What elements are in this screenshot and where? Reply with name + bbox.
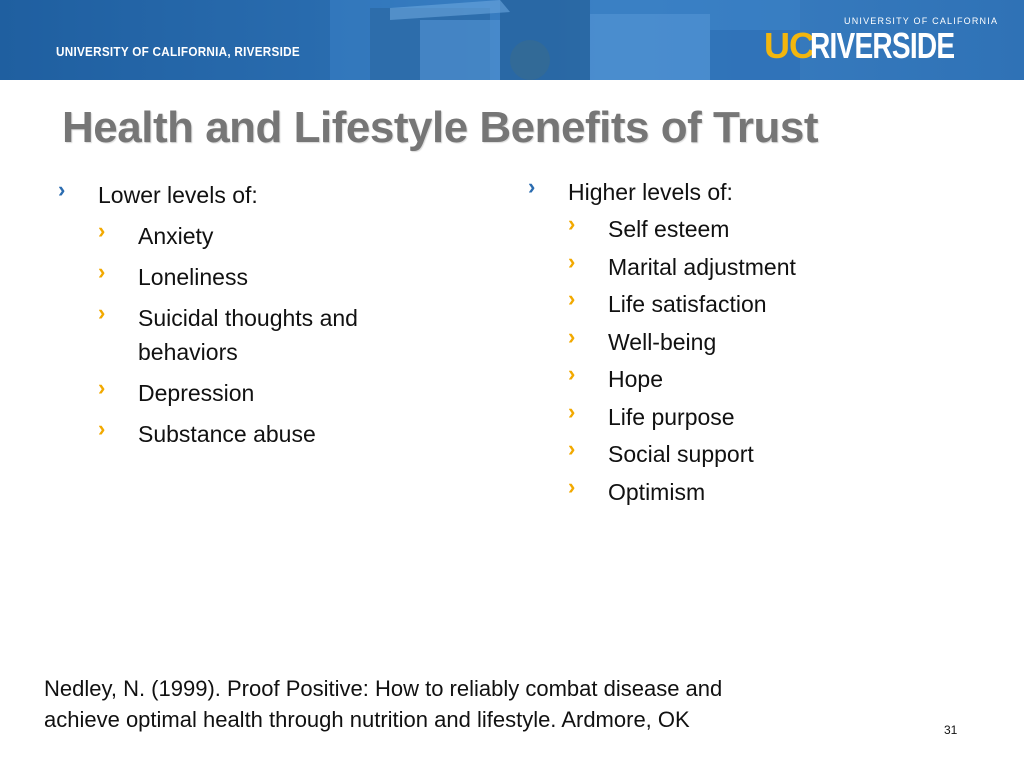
list-item-label: Life satisfaction (608, 291, 767, 317)
header-banner (0, 0, 1024, 80)
chevron-right-icon: › (98, 300, 106, 325)
left-column (58, 178, 478, 468)
chevron-right-icon: › (528, 174, 536, 199)
list-item (98, 417, 316, 451)
list-item (568, 437, 754, 471)
list-item (98, 301, 358, 335)
list-item (98, 260, 248, 294)
chevron-right-icon: › (568, 474, 576, 499)
list-item (568, 325, 716, 359)
ucr-logo (764, 12, 999, 72)
list-item-label: Loneliness (138, 264, 248, 290)
logo-uc: UC (764, 25, 814, 66)
list-item-label: Optimism (608, 479, 706, 505)
list-item-label: Self esteem (608, 216, 730, 242)
citation-line-1: Nedley, N. (1999). Proof Positive: How to reliably combat disease and (44, 676, 723, 701)
list-item-label: Hope (608, 366, 663, 392)
right-heading-row (528, 175, 733, 209)
right-heading: Higher levels of: (568, 179, 733, 205)
chevron-right-icon: › (98, 375, 106, 400)
list-item (568, 287, 767, 321)
logo-subtitle: UNIVERSITY OF CALIFORNIA (844, 16, 999, 26)
list-item (568, 362, 663, 396)
list-item (98, 219, 213, 253)
chevron-right-icon: › (568, 361, 576, 386)
list-item-label: behaviors (138, 339, 238, 365)
chevron-right-icon: › (568, 249, 576, 274)
list-item (98, 376, 254, 410)
list-item-label: Substance abuse (138, 421, 316, 447)
chevron-right-icon: › (568, 324, 576, 349)
list-item-label: Depression (138, 380, 255, 406)
list-item (568, 212, 729, 246)
list-item-label: Life purpose (608, 404, 735, 430)
chevron-right-icon: › (568, 211, 576, 236)
list-item (568, 475, 705, 509)
citation (44, 673, 864, 735)
list-item-continued (138, 335, 238, 369)
list-item-label: Social support (608, 441, 754, 467)
list-item-label: Well-being (608, 329, 717, 355)
chevron-right-icon: › (98, 218, 106, 243)
citation-line-2: achieve optimal health through nutrition and lifestyle. Ardmore, OK (44, 707, 690, 732)
institution-name: UNIVERSITY OF CALIFORNIA, RIVERSIDE (56, 44, 300, 59)
list-item (568, 250, 796, 284)
chevron-right-icon: › (568, 286, 576, 311)
chevron-right-icon: › (98, 259, 106, 284)
chevron-right-icon: › (568, 399, 576, 424)
left-heading: Lower levels of: (98, 182, 258, 208)
logo-riverside: RIVERSIDE (810, 25, 955, 66)
chevron-right-icon: › (58, 177, 66, 202)
list-item-label: Suicidal thoughts and (138, 305, 358, 331)
left-heading-row (58, 178, 258, 212)
slide-title: Health and Lifestyle Benefits of Trust (62, 103, 819, 152)
list-item-label: Anxiety (138, 223, 214, 249)
campus-building-image (330, 0, 800, 80)
right-column (528, 175, 948, 515)
chevron-right-icon: › (98, 416, 106, 441)
list-item-label: Marital adjustment (608, 254, 796, 280)
chevron-right-icon: › (568, 436, 576, 461)
list-item (568, 400, 735, 434)
page-number: 31 (944, 723, 958, 737)
